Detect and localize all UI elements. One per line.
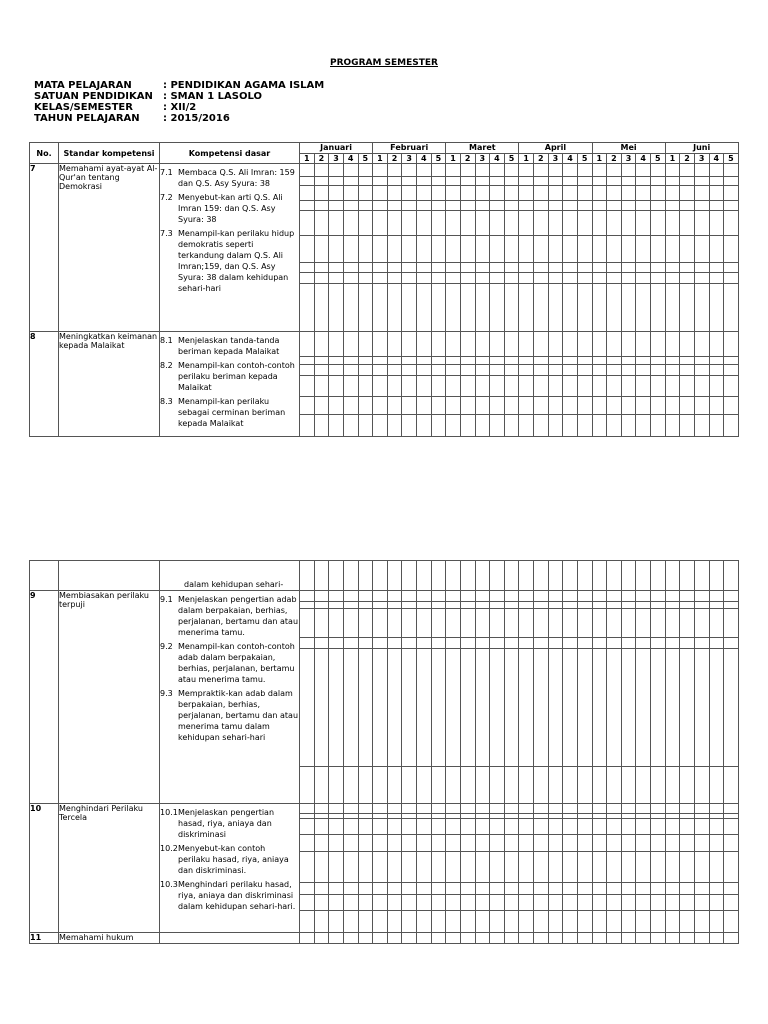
week-cell bbox=[665, 933, 680, 944]
week-cell bbox=[417, 332, 432, 437]
competency-row bbox=[30, 804, 739, 933]
week-cell bbox=[460, 332, 475, 437]
row-number: 7 bbox=[30, 164, 59, 332]
week-cell bbox=[314, 804, 329, 933]
week-cell bbox=[314, 332, 329, 437]
week-cell bbox=[358, 591, 373, 804]
week-cell bbox=[592, 591, 607, 804]
basic-competency bbox=[160, 164, 300, 332]
month-header-januari: Januari bbox=[300, 143, 373, 154]
meta-value: : SMAN 1 LASOLO bbox=[163, 91, 262, 102]
week-cell bbox=[417, 804, 432, 933]
week-cell bbox=[446, 164, 461, 332]
header-kd: Kompetensi dasar bbox=[160, 143, 300, 164]
week-cell bbox=[694, 591, 709, 804]
week-number: 3 bbox=[621, 154, 636, 164]
week-cell bbox=[548, 933, 563, 944]
meta-label: MATA PELAJARAN bbox=[34, 80, 132, 91]
kd-number: 9.3 bbox=[160, 689, 173, 698]
week-cell bbox=[519, 804, 534, 933]
week-cell bbox=[519, 933, 534, 944]
week-cell bbox=[490, 561, 505, 591]
week-cell bbox=[490, 933, 505, 944]
week-cell bbox=[709, 804, 724, 933]
week-cell bbox=[490, 332, 505, 437]
week-cell bbox=[490, 804, 505, 933]
week-cell bbox=[694, 164, 709, 332]
standard-competency: Menghindari Perilaku Tercela bbox=[59, 804, 160, 933]
week-cell bbox=[680, 332, 695, 437]
week-cell bbox=[724, 933, 739, 944]
week-cell bbox=[460, 164, 475, 332]
week-cell bbox=[534, 164, 549, 332]
week-cell bbox=[329, 933, 344, 944]
kd-text: Menghindari perilaku hasad, riya, aniaya dan diskriminasi dalam kehidupan sehari-hari. bbox=[178, 880, 296, 911]
week-cell bbox=[387, 164, 402, 332]
week-cell bbox=[417, 591, 432, 804]
week-cell bbox=[651, 804, 666, 933]
week-cell bbox=[709, 164, 724, 332]
week-cell bbox=[402, 561, 417, 591]
week-cell bbox=[329, 591, 344, 804]
week-cell bbox=[592, 164, 607, 332]
week-cell bbox=[402, 804, 417, 933]
week-cell bbox=[519, 164, 534, 332]
week-cell bbox=[694, 561, 709, 591]
week-cell bbox=[402, 933, 417, 944]
week-cell bbox=[563, 561, 578, 591]
week-cell bbox=[724, 164, 739, 332]
week-cell bbox=[680, 164, 695, 332]
week-cell bbox=[651, 561, 666, 591]
basic-competency bbox=[160, 804, 300, 933]
week-cell bbox=[446, 933, 461, 944]
week-cell bbox=[709, 561, 724, 591]
week-cell bbox=[490, 164, 505, 332]
week-cell bbox=[460, 933, 475, 944]
week-cell bbox=[431, 591, 446, 804]
week-cell bbox=[373, 332, 388, 437]
kd-number: 7.2 bbox=[160, 193, 173, 202]
week-cell bbox=[329, 332, 344, 437]
week-cell bbox=[548, 591, 563, 804]
week-cell bbox=[519, 561, 534, 591]
week-cell bbox=[446, 804, 461, 933]
meta-label: TAHUN PELAJARAN bbox=[34, 113, 140, 124]
week-number: 2 bbox=[680, 154, 695, 164]
standard-competency: Meningkatkan keimanan kepada Malaikat bbox=[59, 332, 160, 437]
meta-row-school bbox=[34, 91, 324, 102]
week-cell bbox=[343, 591, 358, 804]
week-cell bbox=[607, 591, 622, 804]
kd-text: Mempraktik-kan adab dalam berpakaian, berhias, perjalanan, bertamu dan atau menerima tamu dalam kehidupan sehari-hari bbox=[178, 689, 299, 742]
row-number: 11 bbox=[30, 933, 59, 944]
kd-text: Menjelaskan pengertian adab dalam berpakaian, berhias, perjalanan, bertamu dan atau menerima tamu. bbox=[178, 595, 299, 637]
week-cell bbox=[358, 164, 373, 332]
week-cell bbox=[373, 561, 388, 591]
week-cell bbox=[504, 164, 519, 332]
kd-item bbox=[160, 228, 299, 294]
meta-row-class bbox=[34, 102, 324, 113]
week-cell bbox=[694, 933, 709, 944]
week-number: 5 bbox=[504, 154, 519, 164]
kd-item bbox=[160, 335, 299, 357]
week-cell bbox=[548, 164, 563, 332]
week-cell bbox=[563, 933, 578, 944]
week-cell bbox=[387, 933, 402, 944]
week-cell bbox=[358, 332, 373, 437]
schedule-table-2 bbox=[29, 560, 739, 944]
week-cell bbox=[373, 591, 388, 804]
week-number: 4 bbox=[709, 154, 724, 164]
kd-item bbox=[160, 192, 299, 225]
week-cell bbox=[387, 332, 402, 437]
week-cell bbox=[460, 591, 475, 804]
week-cell bbox=[373, 804, 388, 933]
week-cell bbox=[300, 164, 315, 332]
week-cell bbox=[592, 561, 607, 591]
week-number: 3 bbox=[694, 154, 709, 164]
week-number: 5 bbox=[431, 154, 446, 164]
week-cell bbox=[651, 933, 666, 944]
competency-row bbox=[30, 591, 739, 804]
week-cell bbox=[300, 804, 315, 933]
basic-competency bbox=[160, 591, 300, 804]
week-cell bbox=[343, 561, 358, 591]
week-cell bbox=[475, 561, 490, 591]
kd-number: 8.3 bbox=[160, 397, 173, 406]
kd-item bbox=[160, 641, 299, 685]
week-cell bbox=[504, 804, 519, 933]
week-cell bbox=[446, 561, 461, 591]
row-number: 8 bbox=[30, 332, 59, 437]
kd-number: 10.1 bbox=[160, 808, 178, 817]
week-cell bbox=[651, 332, 666, 437]
week-cell bbox=[621, 561, 636, 591]
week-number: 5 bbox=[358, 154, 373, 164]
week-cell bbox=[504, 591, 519, 804]
week-number: 1 bbox=[665, 154, 680, 164]
standard-competency: Memahami ayat-ayat Al-Qur'an tentang Demokrasi bbox=[59, 164, 160, 332]
week-cell bbox=[592, 332, 607, 437]
week-cell bbox=[724, 804, 739, 933]
month-header-februari: Februari bbox=[373, 143, 446, 154]
week-cell bbox=[709, 332, 724, 437]
week-cell bbox=[577, 561, 592, 591]
week-cell bbox=[475, 804, 490, 933]
week-cell bbox=[475, 933, 490, 944]
month-header-april: April bbox=[519, 143, 592, 154]
week-cell bbox=[592, 933, 607, 944]
week-cell bbox=[636, 591, 651, 804]
week-cell bbox=[373, 164, 388, 332]
week-number: 2 bbox=[607, 154, 622, 164]
week-cell bbox=[417, 164, 432, 332]
kd-item bbox=[160, 360, 299, 393]
week-cell bbox=[343, 332, 358, 437]
week-cell bbox=[709, 591, 724, 804]
week-cell bbox=[387, 591, 402, 804]
week-cell bbox=[446, 591, 461, 804]
week-cell bbox=[636, 561, 651, 591]
week-cell bbox=[563, 332, 578, 437]
basic-competency bbox=[160, 933, 300, 944]
week-cell bbox=[431, 804, 446, 933]
carry-over-row bbox=[30, 561, 739, 591]
week-cell bbox=[665, 332, 680, 437]
kd-item bbox=[160, 807, 299, 840]
week-cell bbox=[548, 332, 563, 437]
week-cell bbox=[534, 561, 549, 591]
header-standar: Standar kompetensi bbox=[59, 143, 160, 164]
week-number: 4 bbox=[563, 154, 578, 164]
week-cell bbox=[300, 561, 315, 591]
week-cell bbox=[519, 591, 534, 804]
kd-text: Menampil-kan perilaku sebagai cerminan beriman kepada Malaikat bbox=[178, 397, 286, 428]
week-cell bbox=[534, 591, 549, 804]
week-number: 5 bbox=[651, 154, 666, 164]
week-cell bbox=[636, 332, 651, 437]
week-cell bbox=[402, 591, 417, 804]
basic-competency bbox=[160, 332, 300, 437]
competency-row bbox=[30, 164, 739, 332]
week-cell bbox=[548, 561, 563, 591]
week-cell bbox=[329, 164, 344, 332]
week-number: 1 bbox=[592, 154, 607, 164]
week-cell bbox=[577, 332, 592, 437]
week-cell bbox=[694, 804, 709, 933]
week-number: 4 bbox=[636, 154, 651, 164]
week-cell bbox=[534, 332, 549, 437]
week-number: 1 bbox=[519, 154, 534, 164]
week-cell bbox=[504, 933, 519, 944]
week-cell bbox=[680, 591, 695, 804]
kd-text: Menjelaskan tanda-tanda beriman kepada Malaikat bbox=[178, 336, 280, 356]
week-cell bbox=[621, 804, 636, 933]
row-number: 10 bbox=[30, 804, 59, 933]
week-cell bbox=[577, 933, 592, 944]
week-cell bbox=[387, 561, 402, 591]
week-cell bbox=[358, 561, 373, 591]
meta-row-subject bbox=[34, 80, 324, 91]
week-cell bbox=[680, 561, 695, 591]
week-cell bbox=[724, 591, 739, 804]
kd-number: 8.2 bbox=[160, 361, 173, 370]
week-cell bbox=[358, 933, 373, 944]
header-no: No. bbox=[30, 143, 59, 164]
kd-item bbox=[160, 594, 299, 638]
week-number: 4 bbox=[417, 154, 432, 164]
week-cell bbox=[475, 164, 490, 332]
week-cell bbox=[300, 591, 315, 804]
week-cell bbox=[460, 804, 475, 933]
kd-text: Membaca Q.S. Ali Imran: 159 dan Q.S. Asy Syura: 38 bbox=[178, 168, 295, 188]
week-cell bbox=[548, 804, 563, 933]
week-number: 3 bbox=[329, 154, 344, 164]
month-header-maret: Maret bbox=[446, 143, 519, 154]
week-cell bbox=[592, 804, 607, 933]
week-cell bbox=[519, 332, 534, 437]
week-cell bbox=[446, 332, 461, 437]
week-cell bbox=[504, 332, 519, 437]
week-cell bbox=[373, 933, 388, 944]
meta-label: KELAS/SEMESTER bbox=[34, 102, 133, 113]
week-cell bbox=[724, 332, 739, 437]
week-cell bbox=[504, 561, 519, 591]
week-cell bbox=[417, 933, 432, 944]
kd-text: Menampil-kan contoh-contoh adab dalam berpakaian, berhias, perjalanan, bertamu atau menerima tamu. bbox=[178, 642, 295, 684]
kd-text: Menyebut-kan contoh perilaku hasad, riya, aniaya dan diskriminasi. bbox=[178, 844, 289, 875]
week-cell bbox=[534, 933, 549, 944]
standard-competency: Membiasakan perilaku terpuji bbox=[59, 591, 160, 804]
week-cell bbox=[607, 804, 622, 933]
carry-over-text: dalam kehidupan sehari- bbox=[160, 561, 300, 591]
week-cell bbox=[665, 561, 680, 591]
month-header-juni: Juni bbox=[665, 143, 738, 154]
week-cell bbox=[607, 933, 622, 944]
week-cell bbox=[665, 164, 680, 332]
week-cell bbox=[680, 804, 695, 933]
week-cell bbox=[665, 804, 680, 933]
meta-value: : XII/2 bbox=[163, 102, 197, 113]
competency-row bbox=[30, 332, 739, 437]
week-number: 2 bbox=[314, 154, 329, 164]
document-title: PROGRAM SEMESTER bbox=[330, 58, 438, 68]
kd-text: Menjelaskan pengertian hasad, riya, aniaya dan diskriminasi bbox=[178, 808, 275, 839]
week-number: 2 bbox=[534, 154, 549, 164]
week-cell bbox=[577, 804, 592, 933]
kd-number: 7.1 bbox=[160, 168, 173, 177]
week-cell bbox=[300, 933, 315, 944]
week-cell bbox=[329, 561, 344, 591]
week-cell bbox=[314, 561, 329, 591]
kd-item bbox=[160, 879, 299, 912]
week-cell bbox=[651, 164, 666, 332]
week-cell bbox=[431, 164, 446, 332]
week-cell bbox=[431, 561, 446, 591]
kd-text: Menyebut-kan arti Q.S. Ali Imran 159: dan Q.S. Asy Syura: 38 bbox=[178, 193, 283, 224]
kd-number: 7.3 bbox=[160, 229, 173, 238]
week-cell bbox=[314, 164, 329, 332]
week-cell bbox=[621, 164, 636, 332]
week-cell bbox=[417, 561, 432, 591]
week-cell bbox=[431, 933, 446, 944]
week-number: 3 bbox=[402, 154, 417, 164]
week-cell bbox=[534, 804, 549, 933]
week-cell bbox=[490, 591, 505, 804]
week-cell bbox=[621, 332, 636, 437]
week-cell bbox=[607, 164, 622, 332]
week-cell bbox=[724, 561, 739, 591]
week-cell bbox=[636, 804, 651, 933]
kd-number: 10.2 bbox=[160, 844, 178, 853]
week-cell bbox=[577, 591, 592, 804]
kd-number: 9.2 bbox=[160, 642, 173, 651]
kd-text: Menampil-kan perilaku hidup demokratis seperti terkandung dalam Q.S. Ali Imran;159, dan Q.S. Asy Syura: 38 dalam kehidupan sehari-hari bbox=[178, 229, 295, 293]
kd-text: Menampil-kan contoh-contoh perilaku beriman kepada Malaikat bbox=[178, 361, 295, 392]
week-cell bbox=[460, 561, 475, 591]
week-cell bbox=[651, 591, 666, 804]
kd-number: 10.3 bbox=[160, 880, 178, 889]
week-cell bbox=[680, 933, 695, 944]
week-cell bbox=[300, 332, 315, 437]
week-cell bbox=[475, 332, 490, 437]
week-number: 2 bbox=[460, 154, 475, 164]
row-number: 9 bbox=[30, 591, 59, 804]
week-number: 1 bbox=[300, 154, 315, 164]
schedule-table-1 bbox=[29, 142, 739, 437]
week-cell bbox=[621, 933, 636, 944]
week-cell bbox=[709, 933, 724, 944]
week-number: 5 bbox=[577, 154, 592, 164]
week-cell bbox=[343, 804, 358, 933]
week-cell bbox=[636, 164, 651, 332]
week-number: 3 bbox=[548, 154, 563, 164]
week-cell bbox=[431, 332, 446, 437]
week-cell bbox=[607, 561, 622, 591]
kd-item bbox=[160, 167, 299, 189]
kd-item bbox=[160, 688, 299, 743]
kd-number: 9.1 bbox=[160, 595, 173, 604]
week-cell bbox=[665, 591, 680, 804]
meta-value: : PENDIDIKAN AGAMA ISLAM bbox=[163, 80, 325, 91]
week-number: 4 bbox=[343, 154, 358, 164]
meta-value: : 2015/2016 bbox=[163, 113, 230, 124]
week-cell bbox=[358, 804, 373, 933]
week-cell bbox=[694, 332, 709, 437]
week-cell bbox=[563, 164, 578, 332]
week-cell bbox=[343, 933, 358, 944]
week-number: 1 bbox=[373, 154, 388, 164]
week-cell bbox=[402, 164, 417, 332]
document-meta bbox=[34, 80, 324, 124]
month-header-mei: Mei bbox=[592, 143, 665, 154]
week-number: 4 bbox=[490, 154, 505, 164]
week-cell bbox=[314, 933, 329, 944]
week-cell bbox=[475, 591, 490, 804]
week-cell bbox=[563, 591, 578, 804]
week-cell bbox=[329, 804, 344, 933]
week-cell bbox=[343, 164, 358, 332]
week-number: 5 bbox=[724, 154, 739, 164]
competency-row bbox=[30, 933, 739, 944]
week-cell bbox=[636, 933, 651, 944]
week-cell bbox=[577, 164, 592, 332]
week-number: 3 bbox=[475, 154, 490, 164]
kd-item bbox=[160, 843, 299, 876]
week-cell bbox=[402, 332, 417, 437]
week-cell bbox=[621, 591, 636, 804]
week-cell bbox=[314, 591, 329, 804]
week-cell bbox=[563, 804, 578, 933]
meta-label: SATUAN PENDIDIKAN bbox=[34, 91, 153, 102]
standard-competency: Memahami hukum bbox=[59, 933, 160, 944]
kd-item bbox=[160, 396, 299, 429]
kd-number: 8.1 bbox=[160, 336, 173, 345]
meta-row-year bbox=[34, 113, 324, 124]
week-number: 2 bbox=[387, 154, 402, 164]
week-cell bbox=[607, 332, 622, 437]
week-cell bbox=[387, 804, 402, 933]
week-number: 1 bbox=[446, 154, 461, 164]
